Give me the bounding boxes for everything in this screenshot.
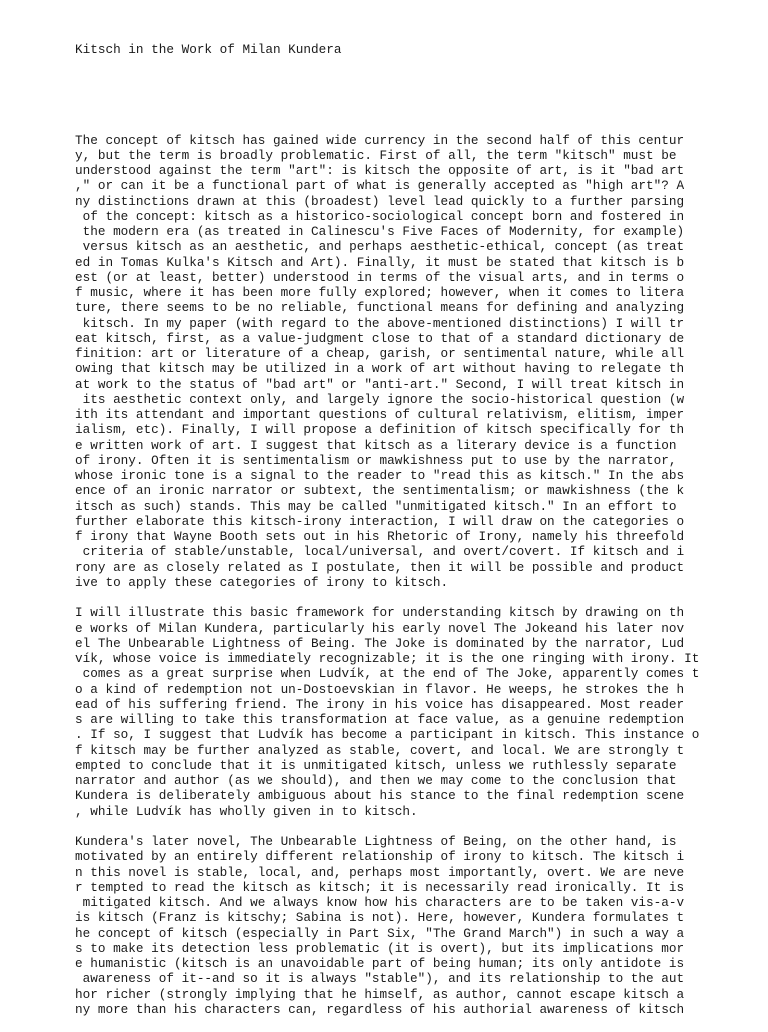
text-line: empted to conclude that it is unmitigated kitsch, unless we ruthlessly separate	[75, 757, 677, 773]
text-line: eat kitsch, first, as a value-judgment close to that of a standard dictionary de	[75, 330, 685, 346]
text-line: f kitsch may be further analyzed as stable, covert, and local. We are strongly t	[75, 742, 685, 758]
text-line: awareness of it--and so it is always "stable"), and its relationship to the aut	[75, 971, 685, 987]
text-line: owing that kitsch may be utilized in a work of art without having to relegate th	[75, 361, 685, 377]
text-line: f irony that Wayne Booth sets out in his Rhetoric of Irony, namely his threefold	[75, 529, 685, 544]
text-line: e works of Milan Kundera, particularly his early novel The Jokeand his later nov	[75, 620, 685, 636]
text-line: of irony. Often it is sentimentalism or mawkishness put to use by the narrator,	[75, 452, 677, 468]
text-line: comes as a great surprise when Ludvík, at the end of The Joke, apparently comes t	[75, 666, 700, 682]
text-line: motivated by an entirely different relationship of irony to kitsch. The kitsch i	[75, 849, 685, 865]
text-line: ny more than his characters can, regardless of his authorial awareness of kitsch	[75, 1001, 685, 1017]
text-line: ive to apply these categories of irony to kitsch.	[75, 574, 449, 590]
text-line: ," or can it be a functional part of what is generally accepted as "high art"? A	[75, 178, 685, 194]
document-body	[75, 133, 755, 1018]
text-line: ead of his suffering friend. The irony in his voice has disappeared. Most reader	[75, 696, 685, 712]
text-line: o a kind of redemption not un-Dostoevskian in flavor. He weeps, he strokes the h	[75, 681, 685, 697]
text-line: vík, whose voice is immediately recognizable; it is the one ringing with irony. It	[75, 651, 700, 666]
blank-line	[75, 819, 755, 834]
text-line: ny distinctions drawn at this (broadest) level lead quickly to a further parsing	[75, 193, 685, 209]
text-line: ed in Tomas Kulka's Kitsch and Art). Finally, it must be stated that kitsch is b	[75, 254, 685, 270]
text-line: e written work of art. I suggest that kitsch as a literary device is a function	[75, 437, 677, 453]
text-line: ith its attendant and important questions of cultural relativism, elitism, imper	[75, 407, 685, 422]
text-line: rony are as closely related as I postulate, then it will be possible and product	[75, 559, 685, 575]
text-line: ialism, etc). Finally, I will propose a definition of kitsch specifically for th	[75, 422, 685, 438]
text-line: understood against the term "art": is kitsch the opposite of art, is it "bad art	[75, 163, 685, 178]
text-line: el The Unbearable Lightness of Being. The Joke is dominated by the narrator, Lud	[75, 635, 685, 651]
text-line: ence of an ironic narrator or subtext, the sentimentalism; or mawkishness (the k	[75, 483, 685, 499]
text-line: mitigated kitsch. And we always know how his characters are to be taken vis-a-v	[75, 895, 685, 910]
text-line: The concept of kitsch has gained wide currency in the second half of this centur	[75, 132, 685, 148]
text-line: kitsch. In my paper (with regard to the above-mentioned distinctions) I will tr	[75, 315, 685, 331]
text-line: versus kitsch as an aesthetic, and perhaps aesthetic-ethical, concept (as treat	[75, 239, 685, 255]
paragraph	[75, 834, 755, 1017]
text-line: itsch as such) stands. This may be called "unmitigated kitsch." In an effort to	[75, 498, 677, 514]
text-line: criteria of stable/unstable, local/universal, and overt/covert. If kitsch and i	[75, 544, 685, 560]
text-line: is kitsch (Franz is kitschy; Sabina is not). Here, however, Kundera formulates t	[75, 910, 685, 926]
text-line: . If so, I suggest that Ludvík has become a participant in kitsch. This instance o	[75, 727, 700, 743]
document-page	[75, 12, 755, 1032]
text-line: f music, where it has been more fully explored; however, when it comes to litera	[75, 285, 685, 300]
text-line: the modern era (as treated in Calinescu's Five Faces of Modernity, for example)	[75, 224, 685, 239]
text-line: hor richer (strongly implying that he himself, as author, cannot escape kitsch a	[75, 986, 685, 1002]
text-line: , while Ludvík has wholly given in to kitsch.	[75, 803, 418, 819]
document-title: Kitsch in the Work of Milan Kundera	[75, 42, 342, 57]
paragraph	[75, 605, 755, 819]
text-line: ture, there seems to be no reliable, functional means for defining and analyzing	[75, 300, 685, 316]
blank-line	[75, 590, 755, 605]
text-line: n this novel is stable, local, and, perhaps most importantly, overt. We are neve	[75, 864, 685, 880]
paragraph	[75, 133, 755, 591]
text-line: whose ironic tone is a signal to the reader to "read this as kitsch." In the abs	[75, 468, 685, 483]
text-line: r tempted to read the kitsch as kitsch; it is necessarily read ironically. It is	[75, 879, 685, 895]
text-line: further elaborate this kitsch-irony interaction, I will draw on the categories o	[75, 513, 685, 529]
text-line: est (or at least, better) understood in terms of the visual arts, and in terms o	[75, 269, 685, 285]
blank-line	[75, 87, 755, 102]
text-line: Kundera's later novel, The Unbearable Lightness of Being, on the other hand, is	[75, 834, 677, 849]
text-line: s to make its detection less problematic (it is overt), but its implications mor	[75, 940, 685, 956]
text-line: Kundera is deliberately ambiguous about his stance to the final redemption scene	[75, 788, 685, 804]
text-line: narrator and author (as we should), and then we may come to the conclusion that	[75, 773, 677, 788]
text-line: he concept of kitsch (especially in Part Six, "The Grand March") in such a way a	[75, 925, 685, 941]
text-line: y, but the term is broadly problematic. First of all, the term "kitsch" must be	[75, 147, 677, 163]
text-line: its aesthetic context only, and largely ignore the socio-historical question (w	[75, 391, 685, 407]
text-line: I will illustrate this basic framework for understanding kitsch by drawing on th	[75, 605, 685, 621]
text-line: at work to the status of "bad art" or "anti-art." Second, I will treat kitsch in	[75, 376, 685, 392]
text-line: of the concept: kitsch as a historico-sociological concept born and fostered in	[75, 208, 685, 224]
text-line: e humanistic (kitsch is an unavoidable part of being human; its only antidote is	[75, 956, 685, 971]
text-line: finition: art or literature of a cheap, garish, or sentimental nature, while all	[75, 346, 685, 361]
text-line: s are willing to take this transformation at face value, as a genuine redemption	[75, 712, 685, 727]
